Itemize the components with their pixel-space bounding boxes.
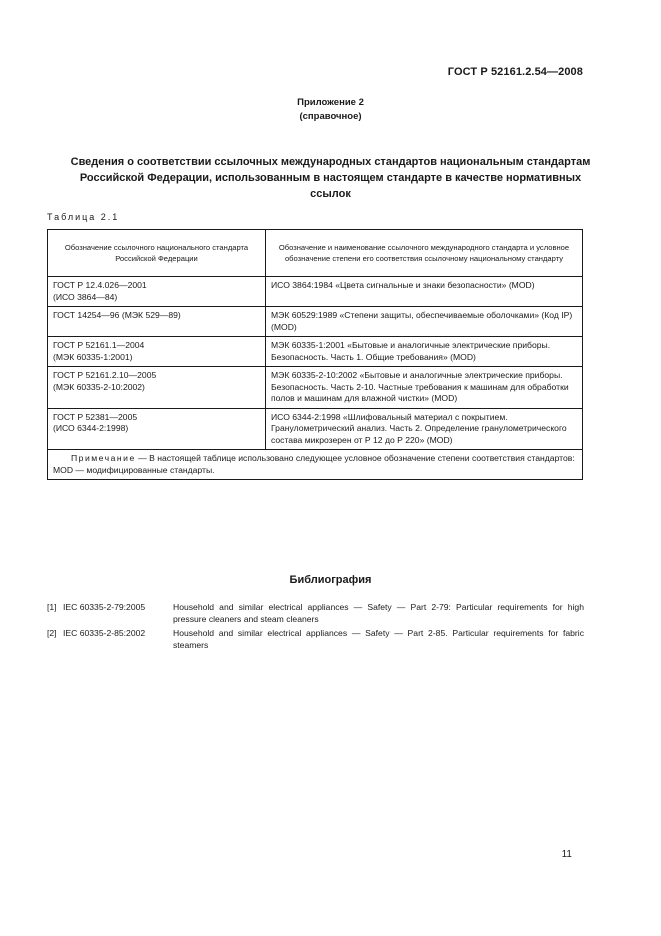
- national-standard-equivalent: (МЭК 60335-1:2001): [53, 351, 133, 362]
- bibliography-text: Household and similar electrical appliances — Safety — Part 2-85. Particular requirements for fabric steamers: [173, 628, 584, 650]
- appendix-title: Приложение 2: [297, 97, 364, 108]
- international-standard-cell: МЭК 60335-1:2001 «Бытовые и аналогичные электрические приборы. Безопасность. Часть 1. Общие требования» (MOD): [266, 337, 583, 367]
- national-standard-cell: [48, 367, 266, 409]
- table-row: [48, 277, 583, 307]
- bibliography-code: IEC 60335-2-79:2005: [63, 602, 146, 612]
- table-row: [48, 408, 583, 450]
- national-standard-code: ГОСТ Р 52161.2.10—2005: [53, 370, 157, 380]
- national-standard-cell: [48, 277, 266, 307]
- bibliography-item: [47, 601, 584, 625]
- bibliography-number: [1]: [47, 602, 57, 612]
- appendix-label: [0, 96, 661, 124]
- bibliography-list: [47, 601, 584, 653]
- table-row: [48, 337, 583, 367]
- national-standard-code: ГОСТ Р 12.4.026—2001: [53, 280, 147, 290]
- international-standard-cell: ИСО 6344-2:1998 «Шлифовальный материал с покрытием. Гранулометрический анализ. Часть 2. Определение гранулометрического состава микрозерен от Р 12 до Р 220» (MOD): [266, 408, 583, 450]
- section-heading: [40, 154, 621, 202]
- table-caption: Таблица 2.1: [47, 212, 120, 222]
- table-note-row: [48, 450, 583, 480]
- standard-code-header: ГОСТ Р 52161.2.54—2008: [447, 66, 583, 78]
- bibliography-text: Household and similar electrical appliances — Safety — Part 2-79: Particular requirements for high pressure cleaners and steam cleaners: [173, 602, 584, 624]
- note-label: Примечание: [71, 453, 136, 463]
- heading-line: ссылок: [310, 188, 351, 200]
- bibliography-item: [47, 627, 584, 651]
- note-text: [53, 453, 577, 465]
- international-standard-cell: МЭК 60335-2-10:2002 «Бытовые и аналогичные электрические приборы. Безопасность. Часть 2-10. Частные требования к машинам для обработки полов и машинам для влажной чистки» (MOD): [266, 367, 583, 409]
- national-standard-equivalent: (МЭК 60335-2-10:2002): [53, 381, 145, 392]
- heading-line: Сведения о соответствии ссылочных международных стандартов национальным стандартам: [70, 156, 591, 168]
- bibliography-number: [2]: [47, 628, 57, 638]
- heading-line: Российской Федерации, использованным в настоящем стандарте в качестве нормативных: [79, 172, 582, 184]
- international-standard-cell: ИСО 3864:1984 «Цвета сигнальные и знаки безопасности» (MOD): [266, 277, 583, 307]
- bibliography-title: Библиография: [289, 574, 372, 586]
- national-standard-code: ГОСТ Р 52381—2005: [53, 411, 138, 422]
- national-standard-code: ГОСТ Р 52161.1—2004: [53, 340, 145, 350]
- table-row: [48, 307, 583, 337]
- correspondence-table: [47, 229, 583, 480]
- page-number: 11: [561, 849, 572, 860]
- international-standard-cell: МЭК 60529:1989 «Степени защиты, обеспечиваемые оболочками» (Код IP) (MOD): [266, 307, 583, 337]
- national-standard-equivalent: (ИСО 6344-2:1998): [53, 423, 129, 433]
- national-standard-cell: [48, 337, 266, 367]
- column-header-international: Обозначение и наименование ссылочного международного стандарта и условное обозначение степени его соответствия ссылочному национальному стандарту: [266, 230, 583, 277]
- note-body: — В настоящей таблице использовано следующее условное обозначение степени соответствия стандартов:: [135, 453, 575, 463]
- note-definition: MOD — модифицированные стандарты.: [53, 464, 215, 475]
- appendix-subtitle: (справочное): [299, 111, 362, 122]
- national-standard-cell: [48, 408, 266, 450]
- table-note: [48, 450, 583, 480]
- table-header-row: [48, 230, 583, 277]
- bibliography-code: IEC 60335-2-85:2002: [63, 628, 146, 638]
- national-standard-cell: [48, 307, 266, 337]
- column-header-national: Обозначение ссылочного национального стандарта Российской Федерации: [48, 230, 266, 277]
- national-standard-code: ГОСТ 14254—96 (МЭК 529—89): [53, 310, 181, 320]
- national-standard-equivalent: (ИСО 3864—84): [53, 291, 118, 302]
- table-row: [48, 367, 583, 409]
